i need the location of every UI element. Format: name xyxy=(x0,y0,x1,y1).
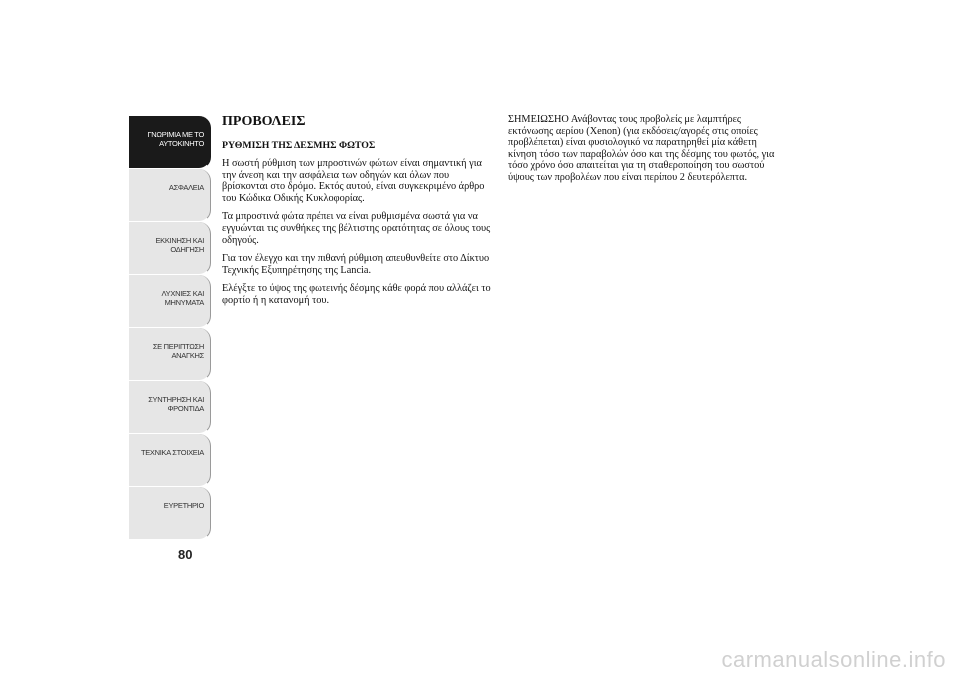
paragraph: Ελέγξτε το ύψος της φωτεινής δέσμης κάθε φορά που αλλάζει το φορτίο ή η κατανομή του. xyxy=(222,283,491,306)
tab-label: ΣΕ ΠΕΡΙΠΤΩΣΗ xyxy=(152,342,204,351)
note-paragraph: ΣΗΜΕΙΩΣΗΟ Ανάβοντας τους προβολείς με λαμπτήρες εκτόνωσης αερίου (Xenon) (για εκδόσεις/αγορές στις οποίες προβλέπεται) είναι φυσιολογικό να παρατηρηθεί μία κάθετη κίνηση τόσο των παραβολών όσο και της δέσμης του φωτός, για τόσο χρόνο όσο απαιτείται για τη σταθεροποίηση του σωστού ύψους των προβολέων που είναι περίπου 2 δευτερόλεπτα. xyxy=(508,114,775,183)
page-title: ΠΡΟΒΟΛΕΙΣ xyxy=(222,114,306,129)
note-column xyxy=(508,114,776,191)
tab-technical-data[interactable] xyxy=(129,434,211,487)
tab-label: ΑΣΦΑΛΕΙΑ xyxy=(168,183,204,192)
tab-label: ΕΥΡΕΤΗΡΙΟ xyxy=(163,501,204,510)
tab-maintenance[interactable] xyxy=(129,381,211,434)
tab-label: ΛΥΧΝΙΕΣ ΚΑΙ xyxy=(161,289,204,298)
tab-label: ΦΡΟΝΤΙΔΑ xyxy=(167,404,204,413)
paragraph: Η σωστή ρύθμιση των μπροστινών φώτων είναι σημαντική για την άνεση και την ασφάλεια των οδηγών και όλων που βρίσκονται στο δρόμο. Εκτός αυτού, είναι συγκεκριμένο άρθρο του Κώδικα Οδικής Κυκλοφορίας. xyxy=(222,158,485,204)
tab-emergency[interactable] xyxy=(129,328,211,381)
tab-warning-lights[interactable] xyxy=(129,275,211,328)
tab-index[interactable] xyxy=(129,487,211,540)
tab-label: ΟΔΗΓΗΣΗ xyxy=(170,245,204,254)
section-subheading: ΡΥΘΜΙΣΗ ΤΗΣ ΔΕΣΜΗΣ ΦΩΤΟΣ xyxy=(222,140,376,151)
tab-label: ΤΕΧΝΙΚΑ ΣΤΟΙΧΕΙΑ xyxy=(140,448,204,457)
tab-label: ΣΥΝΤΗΡΗΣΗ ΚΑΙ xyxy=(148,395,204,404)
chapter-tabs xyxy=(129,116,211,540)
watermark: carmanualsonline.info xyxy=(721,647,946,672)
main-column xyxy=(222,114,492,314)
tab-label: ΑΥΤΟΚΙΝΗΤΟ xyxy=(159,139,204,148)
tab-getting-to-know-car[interactable] xyxy=(129,116,211,169)
tab-label: ΜΗΝΥΜΑΤΑ xyxy=(164,298,204,307)
tab-starting-driving[interactable] xyxy=(129,222,211,275)
tab-safety[interactable] xyxy=(129,169,211,222)
paragraph: Για τον έλεγχο και την πιθανή ρύθμιση απευθυνθείτε στο Δίκτυο Τεχνικής Εξυπηρέτησης της Lancia. xyxy=(222,253,490,276)
tab-label: ΓΝΩΡΙΜΙΑ ΜΕ ΤΟ xyxy=(147,130,204,139)
page-number: 80 xyxy=(178,547,193,562)
tab-label: ΑΝΑΓΚΗΣ xyxy=(171,351,204,360)
paragraph: Τα μπροστινά φώτα πρέπει να είναι ρυθμισμένα σωστά για να εγγυώνται τις συνθήκες της βέλτιστης ορατότητας σε όλους τους οδηγούς. xyxy=(222,211,491,246)
tab-label: ΕΚΚΙΝΗΣΗ ΚΑΙ xyxy=(155,236,204,245)
